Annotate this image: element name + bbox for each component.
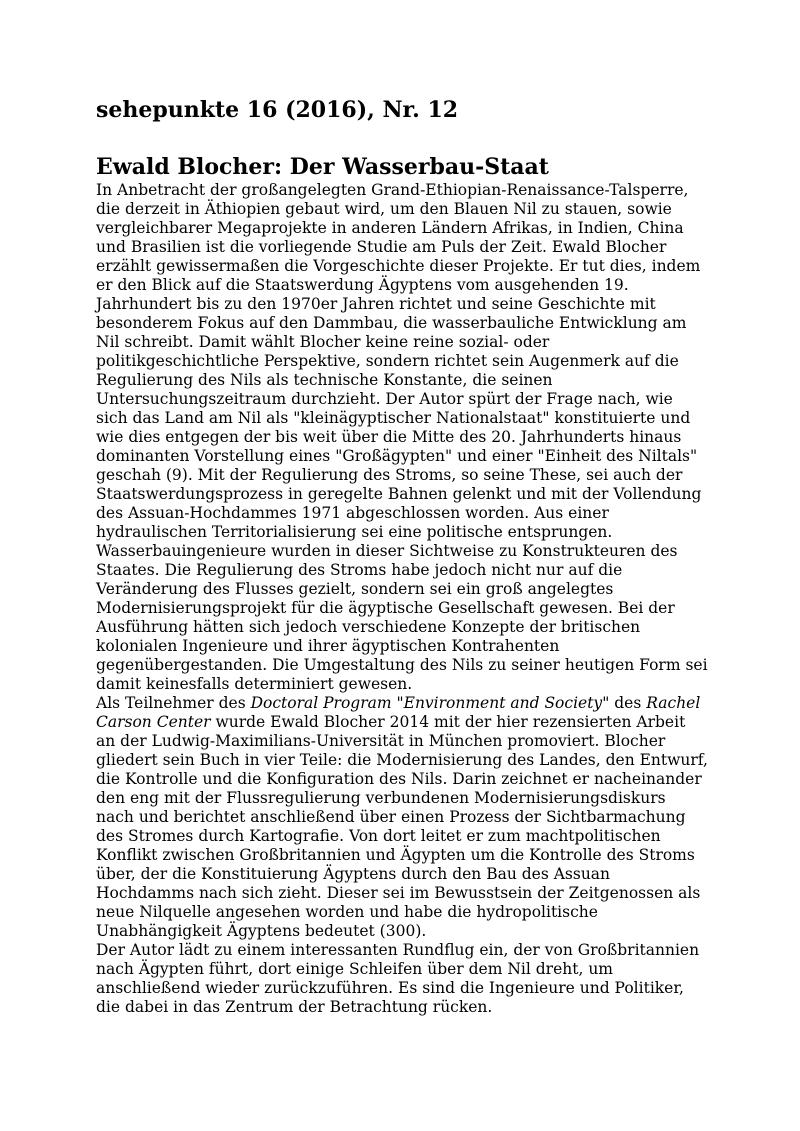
paragraph-1: In Anbetracht der großangelegten Grand-Ethiopian-Renaissance-Talsperre, die derzeit in Äthiopien gebaut wird, um den Blauen Nil zu stauen, sowie vergleichbarer Megaprojekte in anderen Ländern Afrikas, in Indien, China und Brasilien ist die vorliegende Studie am Puls der Zeit. Ewald Blocher erzählt gewissermaßen die Vorgeschichte dieser Projekte. Er tut dies, indem er den Blick auf die Staatswerdung Ägyptens vom ausgehenden 19. Jahrhundert bis zu den 1970er Jahren richtet und seine Geschichte mit besonderem Fokus auf den Dammbau, die wasserbauliche Entwicklung am Nil schreibt. Damit wählt Blocher keine reine sozial- oder politikgeschichtliche Perspektive, sondern richtet sein Augenmerk auf die Regulierung des Nils als technische Konstante, die seinen Untersuchungszeitraum durchzieht. Der Autor spürt der Frage nach, wie sich das Land am Nil als "kleinägyptischer Nationalstaat" konstituierte und wie dies entgegen der bis weit über die Mitte des 20. Jahrhunderts hinaus dominanten Vorstellung eines "Großägypten" und einer "Einheit des Niltals" geschah (9). Mit der Regulierung des Stroms, so seine These, sei auch der Staatswerdungsprozess in geregelte Bahnen gelenkt und mit der Vollendung des Assuan-Hochdammes 1971 abgeschlossen worden. Aus einer hydraulischen Territorialisierung sei eine politische entsprungen. Wasserbauingenieure wurden in dieser Sichtweise zu Konstrukteuren des Staates. Die Regulierung des Stroms habe jedoch nicht nur auf die Veränderung des Flusses gezielt, sondern sei ein groß angelegtes Modernisierungsprojekt für die ägyptische Gesellschaft gewesen. Bei der Ausführung hätten sich jedoch verschiedene Konzepte der britischen kolonialen Ingenieure und ihrer ägyptischen Kontrahenten gegenübergestanden. Die Umgestaltung des Nils zu seiner heutigen Form sei damit keinesfalls determiniert gewesen. (96, 181, 708, 693)
paragraph-2-text-4: wurde Ewald Blocher 2014 mit der hier rezensierten Arbeit an der Ludwig-Maximilians-Universität in München promoviert. Blocher gliedert sein Buch in vier Teile: die Modernisierung des Landes, den Entwurf, die Kontrolle und die Konfiguration des Nils. Darin zeichnet er nacheinander den eng mit der Flussregulierung verbundenen Modernisierungsdiskurs nach und berichtet anschließend über einen Prozess der Sichtbarmachung des Stromes durch Kartografie. Von dort leitet er zum machtpolitischen Konflikt zwischen Großbritannien und Ägypten um die Kontrolle des Stroms über, der die Konstituierung Ägyptens durch den Bau des Assuan Hochdamms nach sich zieht. Dieser sei im Bewusstsein der Zeitgenossen als neue Nilquelle angesehen worden und habe die hydropolitische Unabhängigkeit Ägyptens bedeutet (300). (96, 713, 708, 940)
article-title: Ewald Blocher: Der Wasserbau-Staat (96, 154, 549, 180)
document-page (96, 96, 708, 1017)
paragraph-3: Der Autor lädt zu einem interessanten Rundflug ein, der von Großbritannien nach Ägypten führt, dort einige Schleifen über dem Nil dreht, um anschließend wieder zurückzuführen. Es sind die Ingenieure und Politiker, die dabei in das Zentrum der Betrachtung rücken. (96, 941, 700, 1016)
paragraph-2-text-3: " des (602, 694, 647, 712)
institution-name: Rachel Carson Center (96, 694, 701, 731)
journal-heading: sehepunkte 16 (2016), Nr. 12 (96, 97, 459, 123)
program-topic-name: Environment and Society (403, 694, 603, 712)
paragraph-2-text-1: Als Teilnehmer des (96, 694, 251, 712)
paragraph-2-text-2: " (391, 694, 404, 712)
paragraph-2 (96, 694, 708, 941)
doctoral-program-name: Doctoral Program (250, 694, 392, 712)
